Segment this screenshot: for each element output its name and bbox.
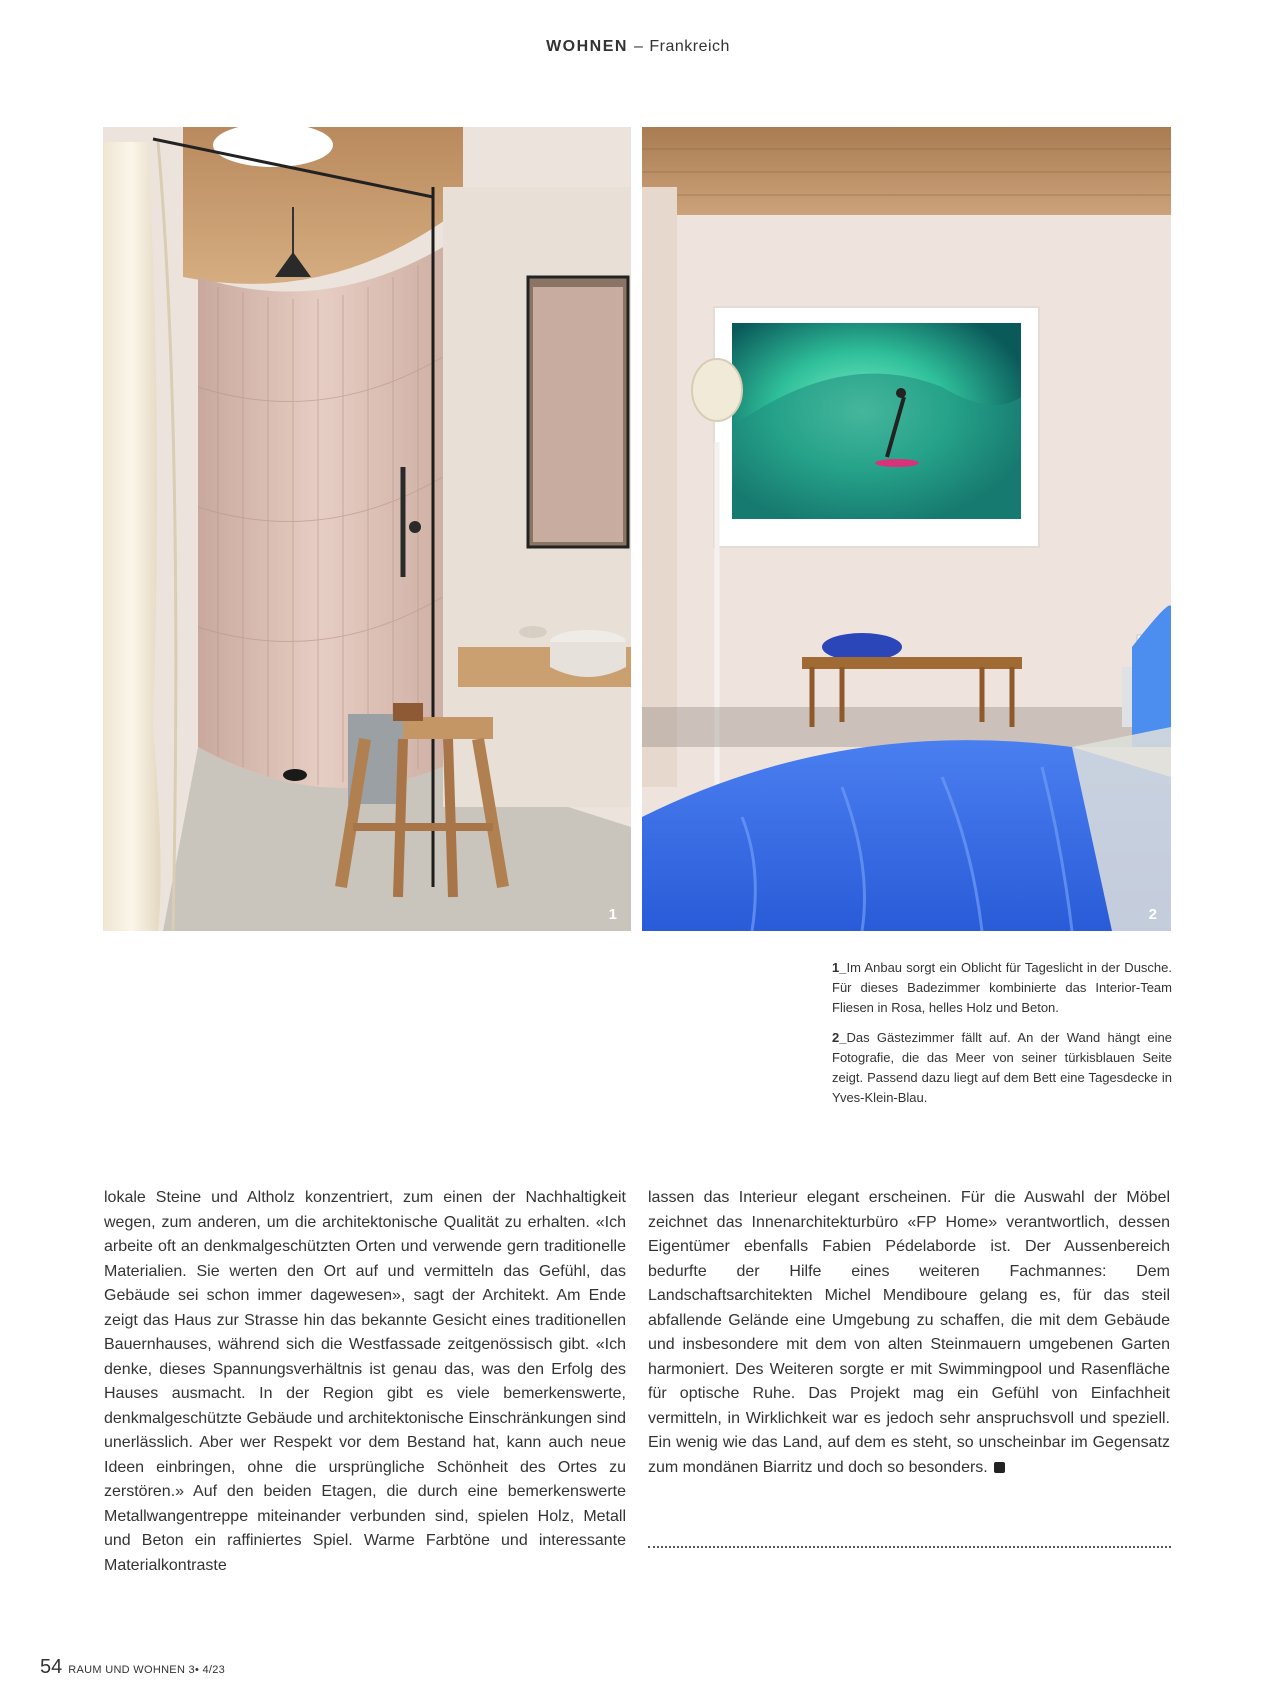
- caption-2: [832, 1028, 1172, 1108]
- caption-number: 2_: [832, 1030, 847, 1045]
- header-separator: –: [633, 38, 644, 55]
- body-paragraph-right: [648, 1186, 1170, 1480]
- caption-1: [832, 958, 1172, 1018]
- body-text-right: lassen das Interieur elegant erscheinen. Für die Auswahl der Möbel zeichnet das Innenarchitekturbüro «FP Home» verantwortlich, dessen Eigentümer ebenfalls Fabien Pédelaborde ist. Der Aussenbereich bedurfte der Hilfe eines weiteren Fachmannes: Dem Landschaftsarchitekten Michel Mendiboure gelang es, für das steil abfallende Gelände eine Umgebung zu schaffen, die mit dem Gebäude und insbesondere mit dem von alten Steinmauern umgebenen Garten harmoniert. Des Weiteren sorgte er mit Swimmingpool und Rasenfläche für optische Ruhe. Das Projekt mag ein Gefühl von Einfachheit vermitteln, in Wirklichkeit war es jedoch sehr anspruchsvoll und speziell. Ein wenig wie das Land, auf dem es steht, so unscheinbar im Gegensatz zum mondänen Biarritz und doch so besonders.: [648, 1189, 1170, 1476]
- page-footer: [40, 1656, 225, 1679]
- photo-guest-room: [642, 127, 1171, 931]
- body-column-left: [104, 1186, 626, 1578]
- body-column-right: [648, 1186, 1170, 1480]
- dotted-divider: [648, 1546, 1171, 1548]
- bathroom-illustration: [103, 127, 631, 931]
- page-header: [0, 38, 1276, 56]
- magazine-issue: RAUM UND WOHNEN 3• 4/23: [68, 1664, 226, 1676]
- body-text-left: lokale Steine und Altholz konzentriert, zum einen der Nachhaltigkeit wegen, zum anderen, um die architektonische Qualität zu erhalten. «Ich arbeite oft an denkmalgeschützten Orten und verwende gern traditionelle Materialien. Sie werten den Ort auf und vermitteln das Gefühl, das Gebäude sei schon immer dagewesen», sagt der Architekt. Am Ende zeigt das Haus zur Strasse hin das bekannte Gesicht eines traditionellen Bauernhauses, während sich die Westfassade zeitgenössisch gibt. «Ich denke, dieses Spannungsverhältnis ist genau das, was den Erfolg des Hauses ausmacht. In der Region gibt es viele bemerkenswerte, denkmalgeschützte Gebäude und architektonische Einschränkungen sind unerlässlich. Aber wer Respekt vor dem Bestand hat, kann auch neue Ideen einbringen, ohne die ursprüngliche Schönheit des Ortes zu zerstören.» Auf den beiden Etagen, die durch eine bemerkenswerte Metallwangentreppe miteinander verbunden sind, spielen Holz, Metall und Beton ein raffiniertes Spiel. Warme Farbtöne und interessante Materialkontraste: [104, 1189, 626, 1574]
- caption-text: Im Anbau sorgt ein Oblicht für Tageslicht in der Dusche. Für dieses Badezimmer kombinierte das Interior-Team Fliesen in Rosa, helles Holz und Beton.: [832, 960, 1172, 1015]
- caption-number: 1_: [832, 960, 847, 975]
- photo-number: 1: [608, 906, 617, 923]
- guest-room-illustration: [642, 127, 1171, 931]
- page-number: 54: [40, 1656, 63, 1678]
- photo-captions: [832, 958, 1172, 1118]
- end-of-article-mark: [994, 1462, 1005, 1473]
- photo-bathroom: [103, 127, 631, 931]
- caption-text: Das Gästezimmer fällt auf. An der Wand hängt eine Fotografie, die das Meer von seiner türkisblauen Seite zeigt. Passend dazu liegt auf dem Bett eine Tagesdecke in Yves-Klein-Blau.: [832, 1030, 1172, 1105]
- region-label: Frankreich: [649, 38, 730, 55]
- section-title: WOHNEN: [546, 38, 628, 55]
- photo-number: 2: [1148, 906, 1157, 923]
